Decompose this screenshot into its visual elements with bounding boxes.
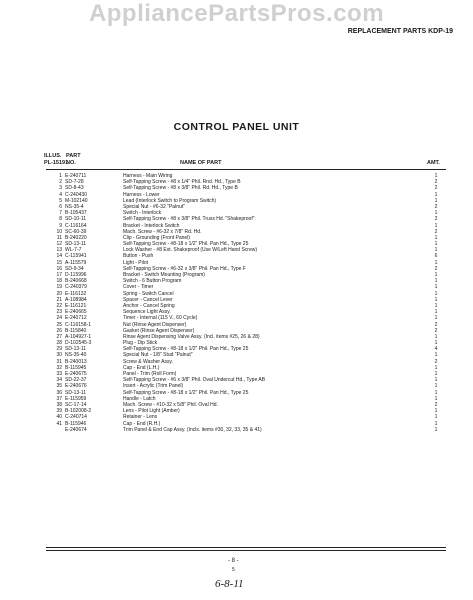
part-amount: 2 — [434, 185, 438, 192]
part-amount: 1 — [434, 296, 438, 303]
illus-number: 16 — [56, 265, 62, 272]
illus-number: 38 — [56, 401, 62, 408]
part-amount: 2 — [434, 327, 438, 334]
illus-number: 22 — [56, 302, 62, 309]
part-name: Cover - Timer — [123, 284, 154, 291]
part-name: Special Nut - #6-32 "Palnut" — [123, 203, 185, 210]
part-name: Button - Push — [123, 253, 154, 260]
part-number: C-116158-1 — [65, 321, 92, 328]
illus-number: 26 — [56, 327, 62, 334]
illus-number: 19 — [56, 284, 62, 291]
part-name: Cap - End (L.H.) — [123, 364, 160, 371]
part-number: A-104927-1 — [65, 333, 92, 340]
illus-number: 5 — [59, 197, 62, 204]
part-name: Special Nut - 1/8" Stud "Palnut" — [123, 352, 193, 359]
illus-number: 21 — [56, 296, 62, 303]
parts-list — [46, 173, 446, 433]
part-number: B-240013 — [65, 358, 87, 365]
illus-number: 17 — [56, 272, 62, 278]
part-number: A-115579 — [65, 259, 87, 266]
part-amount: 1 — [434, 389, 438, 396]
part-header-line2: NO. — [66, 160, 76, 166]
illus-number: 10 — [56, 228, 62, 235]
part-name: Mach. Screw - #10-32 x 5/8" Phil. Oval Hd. — [123, 401, 218, 408]
part-number: C-240714 — [65, 414, 87, 421]
part-number: B-105437 — [65, 210, 87, 217]
illus-number: 7 — [59, 210, 62, 217]
illus-number: 2 — [59, 179, 62, 186]
part-number: SD-22-37 — [65, 377, 87, 384]
part-number: B-240668 — [65, 278, 87, 285]
part-number: M-102140 — [65, 197, 88, 204]
part-name: Lead (Interlock Switch to Program Switch) — [123, 197, 217, 204]
part-number: B-115946 — [65, 420, 87, 427]
section-title: CONTROL PANEL UNIT — [173, 121, 300, 133]
part-amount: 2 — [434, 203, 438, 210]
part-name: Plug - Dip Stick — [123, 340, 158, 347]
part-name: Switch - 6 Button Program — [123, 278, 182, 285]
part-amount: 6 — [434, 253, 438, 260]
illus-number: 32 — [56, 364, 62, 371]
handwritten-date: 6-8-11 — [215, 578, 244, 590]
part-name: Insert - Acrylic (Trim Panel) — [123, 383, 184, 390]
part-name: Retainer - Lens — [123, 414, 158, 421]
part-amount: 1 — [434, 222, 438, 229]
illus-number: 36 — [56, 389, 62, 396]
part-number: E-240676 — [65, 383, 87, 390]
part-amount: 1 — [434, 272, 438, 278]
illus-number: 15 — [56, 259, 62, 266]
part-name: Rinse Agent Dispensing Valve Assy. (Incl. items #25, 26 & 28) — [123, 333, 260, 340]
part-number: SD-10-11 — [65, 216, 87, 223]
part-amount: 1 — [434, 259, 438, 266]
part-amount: 1 — [434, 408, 438, 415]
part-amount: 1 — [434, 173, 438, 179]
part-number: B-115840 — [65, 327, 87, 334]
illus-number: 25 — [56, 321, 62, 328]
part-number: SD-13-11 — [65, 346, 87, 353]
part-name: Clip - Grounding (Front Panel) — [123, 234, 190, 241]
part-amount: 2 — [434, 321, 438, 328]
part-amount: 1 — [434, 340, 438, 347]
part-number: SD-13-11 — [65, 389, 87, 396]
part-name: Spacer - Cancel Lever — [123, 296, 173, 303]
part-name: Light - Pilot — [123, 259, 149, 266]
part-amount: 1 — [434, 315, 438, 322]
part-amount: 4 — [434, 346, 438, 353]
sub-page-number: 5 — [232, 567, 235, 573]
part-number: E-116121 — [65, 302, 87, 309]
illus-number: 4 — [59, 191, 62, 198]
part-amount: 1 — [434, 352, 438, 359]
amt-column-header: AMT. — [427, 160, 440, 166]
part-number: D-102545-3 — [65, 340, 92, 347]
part-amount: 1 — [434, 333, 438, 340]
part-number: NS-35-40 — [65, 352, 87, 359]
part-amount: 1 — [434, 302, 438, 309]
part-name: Panel - Trim (Roll Form) — [123, 371, 177, 377]
part-amount: 1 — [434, 395, 438, 402]
part-amount: 1 — [434, 426, 438, 433]
illus-number: 12 — [56, 241, 62, 248]
part-number: B-240220 — [65, 234, 87, 241]
name-column-header: NAME OF PART — [180, 160, 222, 166]
part-number: B-115945 — [65, 364, 87, 371]
illus-number: 40 — [56, 414, 62, 421]
part-amount: 2 — [434, 216, 438, 223]
illus-number: 1 — [59, 173, 62, 179]
part-amount: 1 — [434, 364, 438, 371]
part-name: Handle - Latch — [123, 395, 156, 402]
part-number: A-108984 — [65, 296, 87, 303]
part-amount: 1 — [434, 371, 438, 377]
part-amount: 1 — [434, 241, 438, 248]
part-number: E-116132 — [65, 290, 87, 297]
part-name: Self-Tapping Screw - #6-32 x 3/8" Phil. Pan Hd., Type F — [123, 265, 246, 272]
part-amount: 2 — [434, 228, 438, 235]
part-number: SC-17-14 — [65, 401, 87, 408]
part-number: C-240430 — [65, 191, 87, 198]
illus-number: 14 — [56, 253, 62, 260]
part-number: E-240674 — [65, 426, 87, 433]
part-number: C-115941 — [65, 253, 87, 260]
illus-number: 41 — [56, 420, 62, 427]
illus-number: 34 — [56, 377, 62, 384]
illus-number: 11 — [56, 234, 62, 241]
part-amount: 1 — [434, 191, 438, 198]
part-amount: 2 — [434, 401, 438, 408]
watermark: AppliancePartsPros.com — [88, 0, 385, 27]
part-amount: 1 — [434, 290, 438, 297]
illus-number: 3 — [59, 185, 62, 192]
part-number: NS-35-4 — [65, 203, 84, 210]
illus-number: 13 — [56, 247, 62, 254]
illus-number: 31 — [56, 358, 62, 365]
illus-number: 35 — [56, 383, 62, 390]
part-name: Trim Panel & End Cap Assy. (Incls. items #30, 32, 33, 35 & 41) — [123, 426, 262, 433]
part-name: Bracket - Switch Mounting (Program) — [123, 272, 205, 278]
part-name: Lock Washer - #8 Ext. Shakeproof (Use W/Left Hand Screw) — [123, 247, 258, 254]
part-name: Timer - Internal (115 V., 60 Cycle) — [123, 315, 198, 322]
part-number: E-240675 — [65, 371, 87, 377]
illus-number: 29 — [56, 346, 62, 353]
part-name: Sequence Light Assy. — [123, 309, 171, 316]
part-number: E-240711 — [65, 173, 87, 179]
part-amount: 2 — [434, 358, 438, 365]
part-name: Self-Tapping Screw - #8 x 1/4" Phil. Rnd. Hd., Type B — [123, 179, 241, 186]
part-name: Gasket (Rinse Agent Dispenser) — [123, 327, 195, 334]
part-amount: 1 — [434, 247, 438, 254]
illus-number: 28 — [56, 340, 62, 347]
part-column-header — [66, 153, 81, 167]
part-amount: 1 — [434, 414, 438, 421]
part-number: E-240665 — [65, 309, 87, 316]
part-name: Harness - Main Wiring — [123, 173, 173, 179]
part-amount: 1 — [434, 377, 438, 384]
footer-rule-bottom — [46, 550, 446, 551]
illus-number: 24 — [56, 315, 62, 322]
part-name: Self-Tapping Screw - #8-18 x 1/2" Phil. Pan Hd., Type 25 — [123, 241, 249, 248]
illus-number: 9 — [59, 222, 62, 229]
part-name: Cap - End (R.H.) — [123, 420, 161, 427]
part-header-line1: PART — [66, 153, 81, 159]
part-name: Harness - Lower — [123, 191, 160, 198]
part-name: Self-Tapping Screw - #8 x 3/8" Phil. Truss Hd. "Shakeproof" — [123, 216, 255, 223]
part-number: SD-13-11 — [65, 241, 87, 248]
part-name: Bracket - Interlock Switch — [123, 222, 180, 229]
header-rule — [46, 169, 446, 170]
part-number: E-240712 — [65, 315, 87, 322]
illus-column-header — [44, 153, 68, 167]
part-number: SC-60-39 — [65, 228, 87, 235]
part-name: Self-Tapping Screw - #8-18 x 1/2" Phil. Pan Hd., Type 25 — [123, 346, 249, 353]
illus-header-line2: PL-15191 — [44, 160, 69, 166]
part-name: Anchor - Cancel Spring — [123, 302, 175, 309]
footer-rule-top — [46, 547, 446, 548]
part-number: C-240379 — [65, 284, 87, 291]
illus-number: 37 — [56, 395, 62, 402]
illus-header-line1: ILLUS. — [44, 153, 62, 159]
part-amount: 1 — [434, 284, 438, 291]
table-row — [46, 427, 446, 433]
part-name: Lens - Pilot Light (Amber) — [123, 408, 180, 415]
part-amount: 1 — [434, 383, 438, 390]
part-amount: 1 — [434, 197, 438, 204]
part-name: Self-Tapping Screw - #8 x 3/8" Phil. Rd. Hd., Type B — [123, 185, 238, 192]
part-amount: 1 — [434, 234, 438, 241]
illus-number: 20 — [56, 290, 62, 297]
part-number: WL-7-7 — [65, 247, 82, 254]
part-number: E-115959 — [65, 395, 87, 402]
part-amount: 2 — [434, 179, 438, 186]
part-number: SD-7-28 — [65, 179, 84, 186]
part-amount: 1 — [434, 278, 438, 285]
part-name: Self-Tapping Screw - #8-18 x 1/2" Phil. Pan Hd., Type 25 — [123, 389, 249, 396]
illus-number: 30 — [56, 352, 62, 359]
illus-number: 33 — [56, 371, 62, 377]
part-amount: 1 — [434, 210, 438, 217]
part-name: Screw & Washer Assy. — [123, 358, 174, 365]
illus-number: 39 — [56, 408, 62, 415]
part-name: Nut (Rinse Agent Dispenser) — [123, 321, 187, 328]
part-name: Mach. Screw - #6-32 x 7/8" Rd. Hd. — [123, 228, 202, 235]
document-label: REPLACEMENT PARTS KDP-19 — [347, 28, 453, 35]
part-name: Switch - Interlock — [123, 210, 162, 217]
part-amount: 1 — [434, 309, 438, 316]
illus-number: 18 — [56, 278, 62, 285]
part-amount: 1 — [434, 420, 438, 427]
part-name: Spring - Switch Cancel — [123, 290, 174, 297]
part-amount: 2 — [434, 265, 438, 272]
part-number: SD-9-34 — [65, 265, 84, 272]
part-number: C-116164 — [65, 222, 87, 229]
illus-number: 23 — [56, 309, 62, 316]
page-number: - 8 - — [228, 558, 239, 564]
part-name: Self-Tapping Screw - #6 x 3/8" Phil. Oval Undercut Hd., Type AB — [123, 377, 266, 384]
part-number: D-115996 — [65, 272, 87, 278]
illus-number: 6 — [59, 203, 62, 210]
part-number: SD-8-43 — [65, 185, 84, 192]
illus-number: 8 — [59, 216, 62, 223]
part-number: B-102008-2 — [65, 408, 92, 415]
illus-number: 27 — [56, 333, 62, 340]
